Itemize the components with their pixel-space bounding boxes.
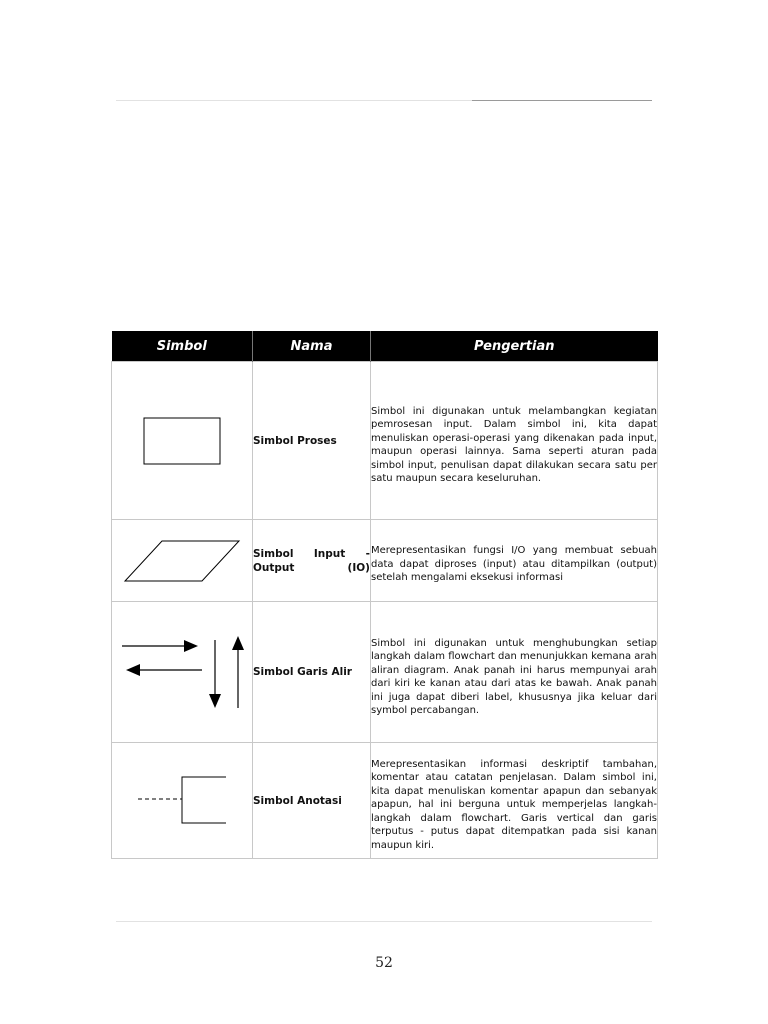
symbol-name: Simbol Proses	[253, 362, 371, 520]
table-header-row	[112, 331, 658, 362]
page-number: 52	[375, 955, 393, 971]
column-header-symbol: Simbol	[112, 331, 253, 362]
footer-rule	[116, 921, 652, 922]
symbol-description: Merepresentasikan informasi deskriptif tambahan, komentar atau catatan penjelasan. Dalam simbol ini, kita dapat menuliskan komentar apapun dan sebanyak apapun, hal ini berguna untuk memperjelas langkah-langkah dalam flowchart. Garis vertical dan garis terputus - putus dapat ditempatkan pada sisi kanan maupun kiri.	[371, 743, 658, 859]
annotation-bracket-icon	[136, 775, 228, 827]
symbol-description: Merepresentasikan fungsi I/O yang membuat sebuah data dapat diproses (input) atau ditampilkan (output) setelah mengalami eksekusi informasi	[371, 520, 658, 602]
table-row	[112, 362, 658, 520]
column-header-definition: Pengertian	[371, 331, 658, 362]
symbol-description: Simbol ini digunakan untuk melambangkan kegiatan pemrosesan input. Dalam simbol ini, kita dapat menuliskan operasi-operasi yang dikenakan pada input, maupun operasi lainnya. Sama seperti aturan pada simbol input, penulisan dapat dilakukan secara satu per satu maupun secara keseluruhan.	[371, 362, 658, 520]
table-row	[112, 743, 658, 859]
symbol-cell	[112, 602, 253, 743]
header-rule-accent	[472, 100, 652, 101]
symbol-description: Simbol ini digunakan untuk menghubungkan setiap langkah dalam flowchart dan menunjukkan kemana arah aliran diagram. Anak panah ini harus mempunyai arah dari kiri ke kanan atau dari atas ke bawah. Anak panah ini juga dapat diberi label, khususnya jika keluar dari symbol percabangan.	[371, 602, 658, 743]
symbol-name: Simbol Garis Alir	[253, 602, 371, 743]
process-rectangle-icon	[142, 416, 222, 466]
header-rule	[116, 100, 472, 101]
flow-line-arrows-icon	[120, 632, 244, 712]
flowchart-symbol-table	[111, 331, 658, 859]
symbol-name: Simbol Input - Output (IO)	[253, 520, 371, 602]
input-output-parallelogram-icon	[123, 539, 241, 583]
symbol-cell	[112, 362, 253, 520]
symbol-name: Simbol Anotasi	[253, 743, 371, 859]
table-row	[112, 602, 658, 743]
symbol-cell	[112, 520, 253, 602]
symbol-cell	[112, 743, 253, 859]
table-row	[112, 520, 658, 602]
column-header-name: Nama	[253, 331, 371, 362]
